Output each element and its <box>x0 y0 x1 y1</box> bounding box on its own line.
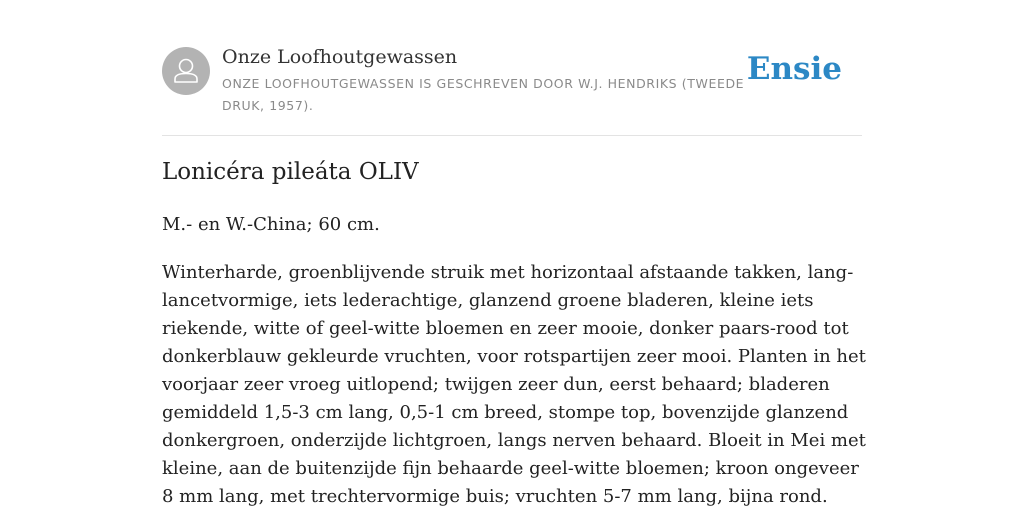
source-title[interactable]: Onze Loofhoutgewassen <box>222 46 458 68</box>
entry-body: Winterharde, groenblijvende struik met horizontaal afstaande takken, lang-lancetvormige, iets lederachtige, glanzend groene bladeren, kleine iets riekende, witte of geel-witte bloemen en zeer mooie, donker paars-rood tot donkerblauw gekleurde vruchten, voor rotspartijen zeer mooi. Planten in het voorjaar zeer vroeg uitlopend; twijgen zeer dun, eerst behaard; bladeren gemiddeld 1,5-3 cm lang, 0,5-1 cm breed, stompe top, bovenzijde glanzend donkergroen, onderzijde lichtgroen, langs nerven behaard. Bloeit in Mei met kleine, aan de buitenzijde fijn behaarde geel-witte bloemen; kroon ongeveer 8 mm lang, met trechtervormige buis; vruchten 5-7 mm lang, bijna rond. <box>162 262 866 507</box>
entry-title: Lonicéra pileáta OLIV <box>162 159 419 185</box>
source-description: ONZE LOOFHOUTGEWASSEN IS GESCHREVEN DOOR W.J. HENDRIKS (TWEEDE DRUK, 1957). <box>222 76 745 113</box>
header-divider <box>162 135 862 136</box>
entry-meta: M.- en W.-China; 60 cm. <box>162 214 380 235</box>
source-header <box>162 45 862 135</box>
user-placeholder-icon <box>162 47 210 95</box>
ensie-logo[interactable]: Ensie <box>746 51 842 87</box>
